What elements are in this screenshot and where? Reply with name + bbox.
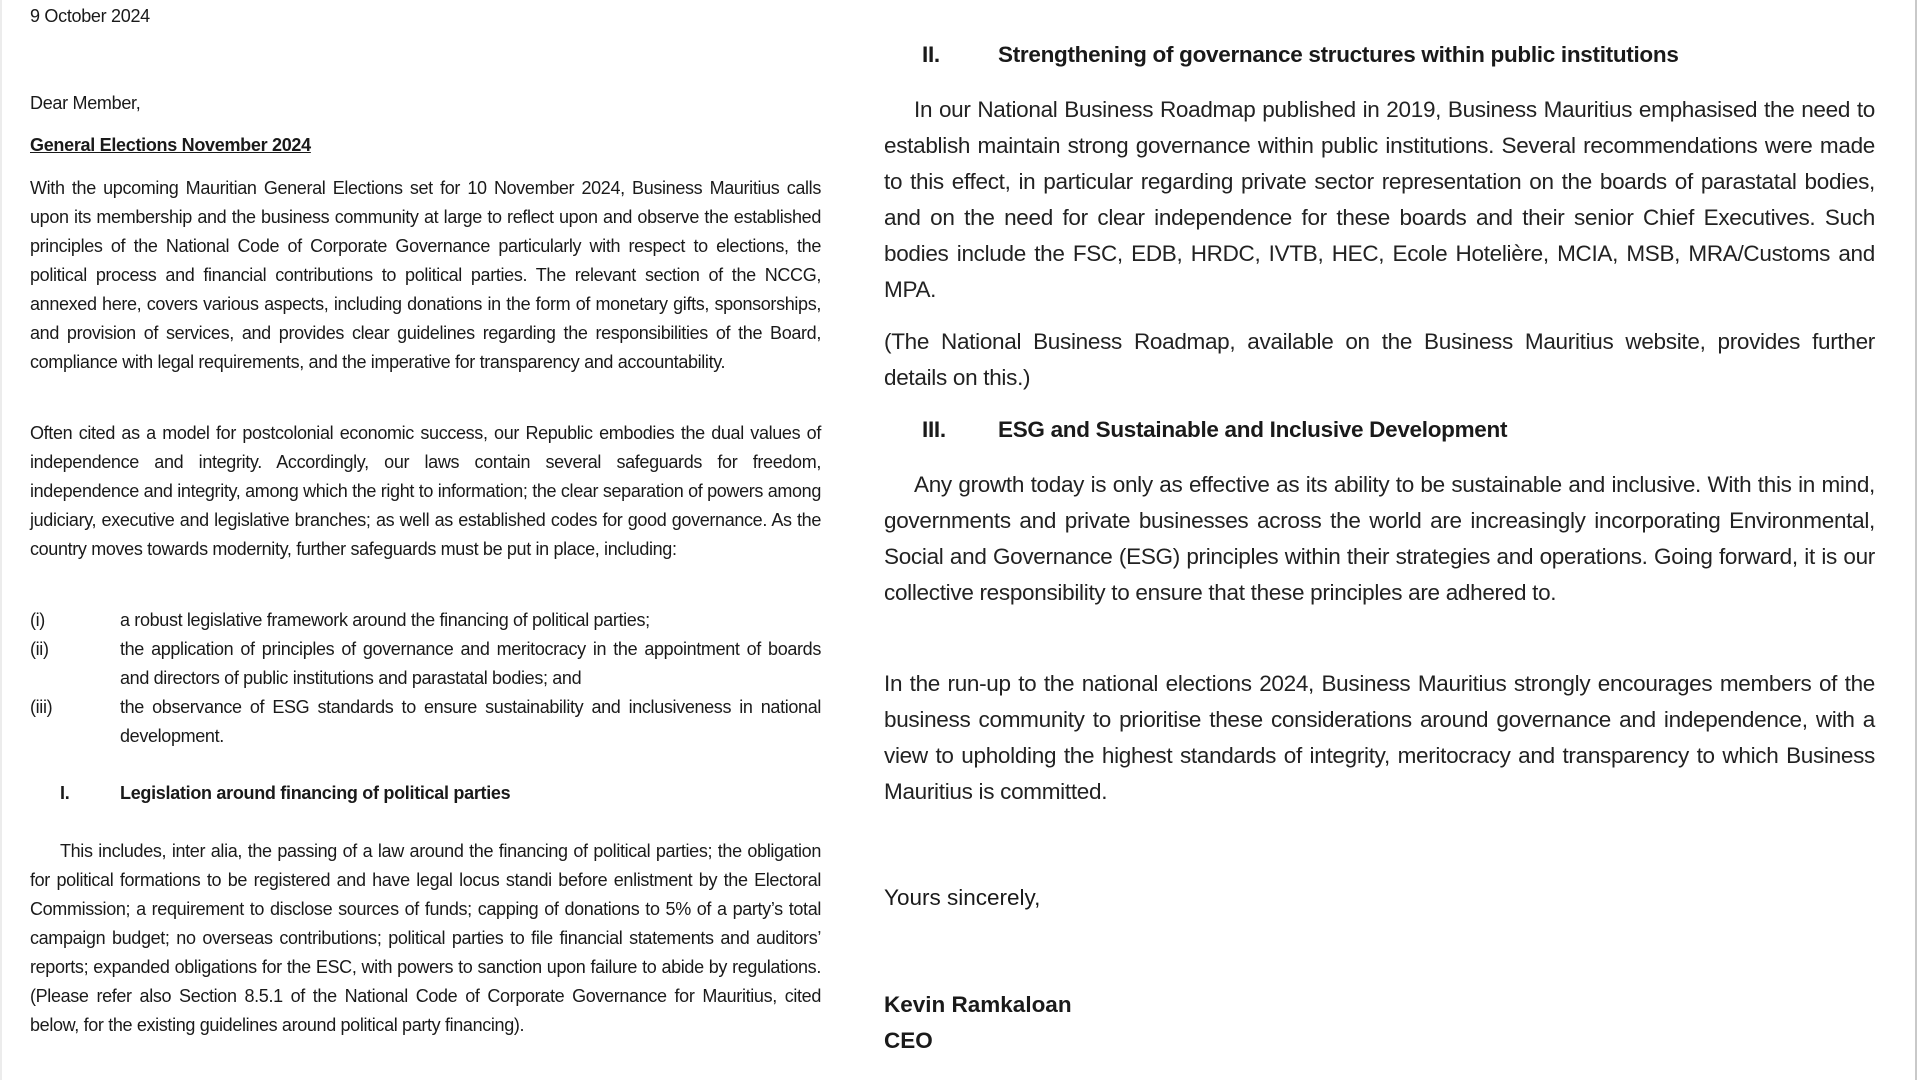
intro-paragraph-2: Often cited as a model for postcolonial economic success, our Republic embodies the dual values of independence and integrity. Accordingly, our laws contain several safeguards for freedom, independence and integrity, among which the right to information; the clear separation of powers among judiciary, executive and legislative branches; as well as established codes for good governance. As the country moves towards modernity, further safeguards must be put in place, including: bbox=[30, 423, 821, 559]
section-2-title: Strengthening of governance structures within public institutions bbox=[998, 42, 1679, 67]
section-3-paragraph-1: Any growth today is only as effective as its ability to be sustainable and inclusive. With this in mind, governments and private businesses across the world are increasingly incorporating Environmental, Social and Governance (ESG) principles within their strategies and operations. Going forward, it is our collective responsibility to ensure that these principles are adhered to. bbox=[884, 472, 1875, 605]
section-2-paragraph-1: In our National Business Roadmap published in 2019, Business Mauritius emphasised the need to establish maintain strong governance within public institutions. Several recommendations were made to this effect, in particular regarding private sector representation on the boards of parastatal bodies, and on the need for clear independence for these boards and their senior Chief Executives. Such bodies include the FSC, EDB, HRDC, IVTB, HEC, Ecole Hotelière, MCIA, MSB, MRA/Customs and MPA. bbox=[884, 97, 1875, 302]
closing: Yours sincerely, bbox=[884, 885, 1041, 910]
section-3-numeral: III. bbox=[922, 417, 946, 442]
section-1-numeral: I. bbox=[60, 783, 70, 803]
page-right-edge bbox=[1915, 0, 1917, 1080]
section-2-paragraph-2: (The National Business Roadmap, available on the Business Mauritius website, provides further details on this.) bbox=[884, 329, 1875, 390]
section-1-title: Legislation around financing of political parties bbox=[120, 783, 511, 803]
safeguard-number: (iii) bbox=[30, 697, 53, 717]
safeguard-text: a robust legislative framework around the financing of political parties; bbox=[120, 610, 650, 630]
page-left-edge bbox=[0, 0, 2, 1080]
safeguard-number: (ii) bbox=[30, 639, 49, 659]
section-3-title: ESG and Sustainable and Inclusive Development bbox=[998, 417, 1508, 442]
intro-paragraph-1: With the upcoming Mauritian General Elections set for 10 November 2024, Business Mauritius calls upon its membership and the business community at large to reflect upon and observe the established principles of the National Code of Corporate Governance particularly with respect to elections, the political process and financial contributions to political parties. The relevant section of the NCCG, annexed here, covers various aspects, including donations in the form of monetary gifts, sponsorships, and provision of services, and provides clear guidelines regarding the responsibilities of the Board, compliance with legal requirements, and the imperative for transparency and accountability. bbox=[30, 178, 821, 372]
letter-subject: General Elections November 2024 bbox=[30, 135, 311, 155]
section-2-numeral: II. bbox=[922, 42, 940, 67]
salutation: Dear Member, bbox=[30, 93, 141, 113]
signatory-title: CEO bbox=[884, 1028, 933, 1053]
safeguard-text: the application of principles of governance and meritocracy in the appointment of boards and directors of public institutions and parastatal bodies; and bbox=[120, 639, 821, 688]
signatory-name: Kevin Ramkaloan bbox=[884, 992, 1072, 1017]
safeguard-number: (i) bbox=[30, 610, 45, 630]
section-3-paragraph-2: In the run-up to the national elections 2024, Business Mauritius strongly encourages members of the business community to prioritise these considerations around governance and independence, with a view to upholding the highest standards of integrity, meritocracy and transparency to which Business Mauritius is committed. bbox=[884, 671, 1875, 804]
letter-date: 9 October 2024 bbox=[30, 6, 150, 26]
section-1-paragraph: This includes, inter alia, the passing of a law around the financing of political parties; the obligation for political formations to be registered and have legal locus standi before enlistment by the Electoral Commission; a requirement to disclose sources of funds; capping of donations to 5% of a party’s total campaign budget; no overseas contributions; political parties to file financial statements and auditors’ reports; expanded obligations for the ESC, with powers to sanction upon failure to abide by regulations. (Please refer also Section 8.5.1 of the National Code of Corporate Governance for Mauritius, cited below, for the existing guidelines around political party financing). bbox=[30, 841, 821, 1035]
safeguard-text: the observance of ESG standards to ensure sustainability and inclusiveness in national development. bbox=[120, 697, 821, 746]
